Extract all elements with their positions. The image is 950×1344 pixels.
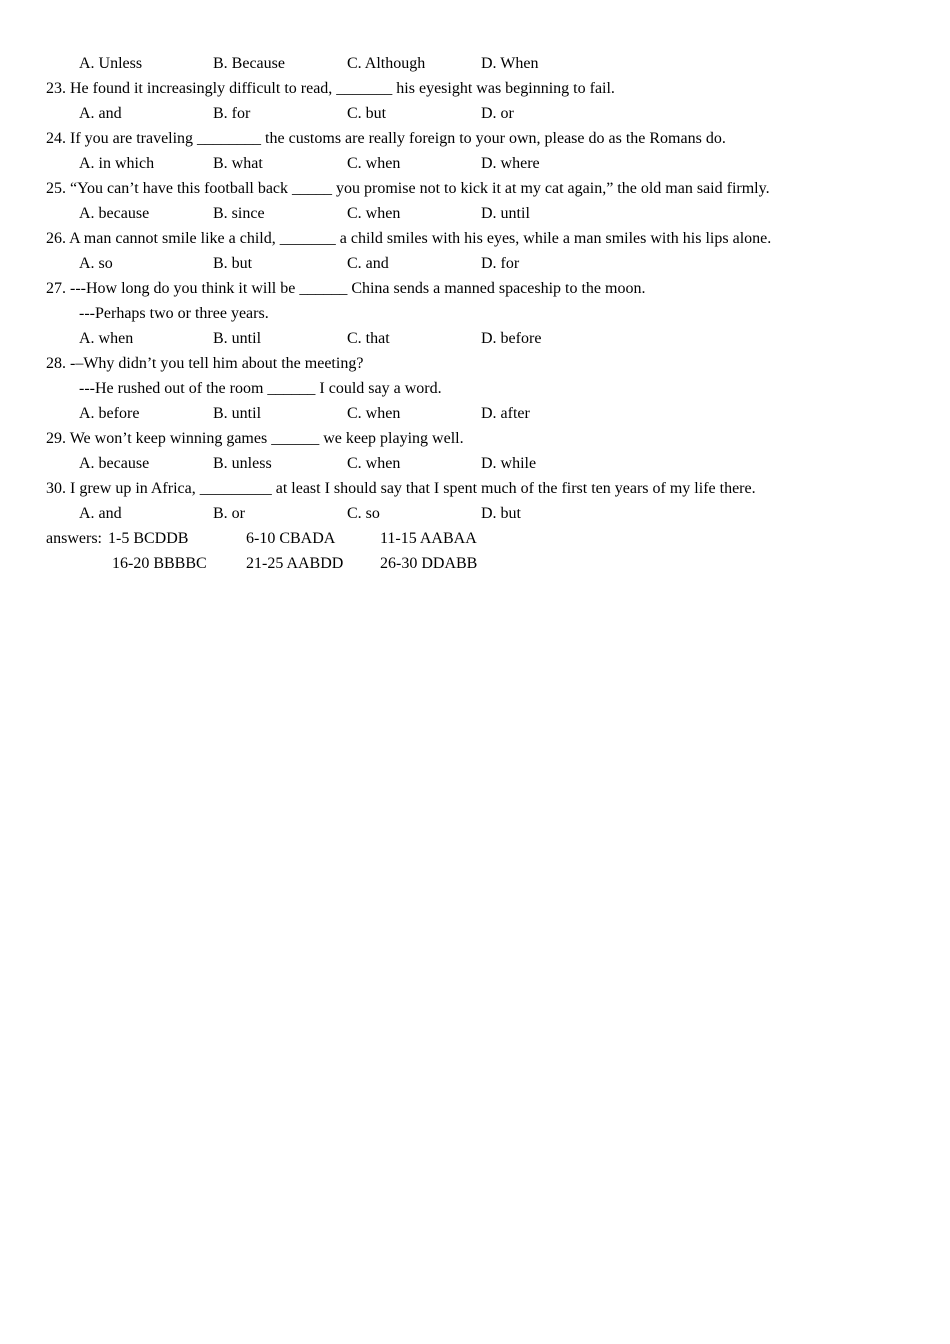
q23-option-c: C. but xyxy=(347,105,387,122)
q25-options xyxy=(46,201,926,226)
q27-option-d: D. before xyxy=(481,330,542,347)
q28-options xyxy=(46,401,926,426)
worksheet-page xyxy=(46,51,926,576)
answer-group: 16-20 BBBBC xyxy=(112,555,207,572)
q27-reply: ---Perhaps two or three years. xyxy=(79,305,269,322)
q23-option-a: A. and xyxy=(79,105,122,122)
q25-option-c: C. when xyxy=(347,205,401,222)
q27-option-c: C. that xyxy=(347,330,390,347)
q23-option-d: D. or xyxy=(481,105,514,122)
q26-option-b: B. but xyxy=(213,255,253,272)
q29-option-c: C. when xyxy=(347,455,401,472)
q28-reply: ---He rushed out of the room ______ I could say a word. xyxy=(79,380,442,397)
q28-option-d: D. after xyxy=(481,405,530,422)
q29-option-a: A. because xyxy=(79,455,150,472)
q26-stem: 26. A man cannot smile like a child, _______ a child smiles with his eyes, while a man smiles with his lips alone. xyxy=(46,230,772,247)
q24-option-b: B. what xyxy=(213,155,263,172)
q23-option-b: B. for xyxy=(213,105,251,122)
q30-option-a: A. and xyxy=(79,505,122,522)
q24-option-a: A. in which xyxy=(79,155,155,172)
q24-options xyxy=(46,151,926,176)
q25-option-a: A. because xyxy=(79,205,150,222)
q25-stem: 25. “You can’t have this football back _____ you promise not to kick it at my cat again,” the old man said firmly. xyxy=(46,180,770,197)
q27-option-a: A. when xyxy=(79,330,134,347)
q24-option-d: D. where xyxy=(481,155,540,172)
answer-group: 6-10 CBADA xyxy=(246,530,336,547)
q22-option-b: B. Because xyxy=(213,55,285,72)
q30-option-d: D. but xyxy=(481,505,521,522)
answers-row-1 xyxy=(46,526,926,551)
q25-option-d: D. until xyxy=(481,205,530,222)
q28-option-c: C. when xyxy=(347,405,401,422)
q29-option-d: D. while xyxy=(481,455,537,472)
q27-option-b: B. until xyxy=(213,330,262,347)
q30-options xyxy=(46,501,926,526)
q22-option-c: C. Although xyxy=(347,55,426,72)
q22-option-d: D. When xyxy=(481,55,539,72)
q28-option-a: A. before xyxy=(79,405,140,422)
q22-options xyxy=(46,51,926,76)
answers-label: answers: xyxy=(46,530,102,547)
q29-stem: 29. We won’t keep winning games ______ we keep playing well. xyxy=(46,430,464,447)
q30-stem: 30. I grew up in Africa, _________ at least I should say that I spent much of the first ten years of my life there. xyxy=(46,480,756,497)
q22-option-a: A. Unless xyxy=(79,55,143,72)
q25-option-b: B. since xyxy=(213,205,265,222)
q26-option-a: A. so xyxy=(79,255,113,272)
q24-stem: 24. If you are traveling ________ the customs are really foreign to your own, please do as the Romans do. xyxy=(46,130,726,147)
answer-group: 26-30 DDABB xyxy=(380,555,478,572)
q26-options xyxy=(46,251,926,276)
q26-option-c: C. and xyxy=(347,255,389,272)
answers-row-2 xyxy=(46,551,926,576)
q30-option-b: B. or xyxy=(213,505,245,522)
q23-stem: 23. He found it increasingly difficult to read, _______ his eyesight was beginning to fail. xyxy=(46,80,615,97)
q23-options xyxy=(46,101,926,126)
q27-stem: 27. ---How long do you think it will be ______ China sends a manned spaceship to the moon. xyxy=(46,280,646,297)
q30-option-c: C. so xyxy=(347,505,380,522)
q28-option-b: B. until xyxy=(213,405,262,422)
q24-option-c: C. when xyxy=(347,155,401,172)
q29-options xyxy=(46,451,926,476)
answer-group: 21-25 AABDD xyxy=(246,555,344,572)
q26-option-d: D. for xyxy=(481,255,520,272)
q28-stem: 28. -–Why didn’t you tell him about the meeting? xyxy=(46,355,364,372)
answer-group: 1-5 BCDDB xyxy=(108,530,189,547)
q29-option-b: B. unless xyxy=(213,455,272,472)
q27-options xyxy=(46,326,926,351)
answer-group: 11-15 AABAA xyxy=(380,530,477,547)
